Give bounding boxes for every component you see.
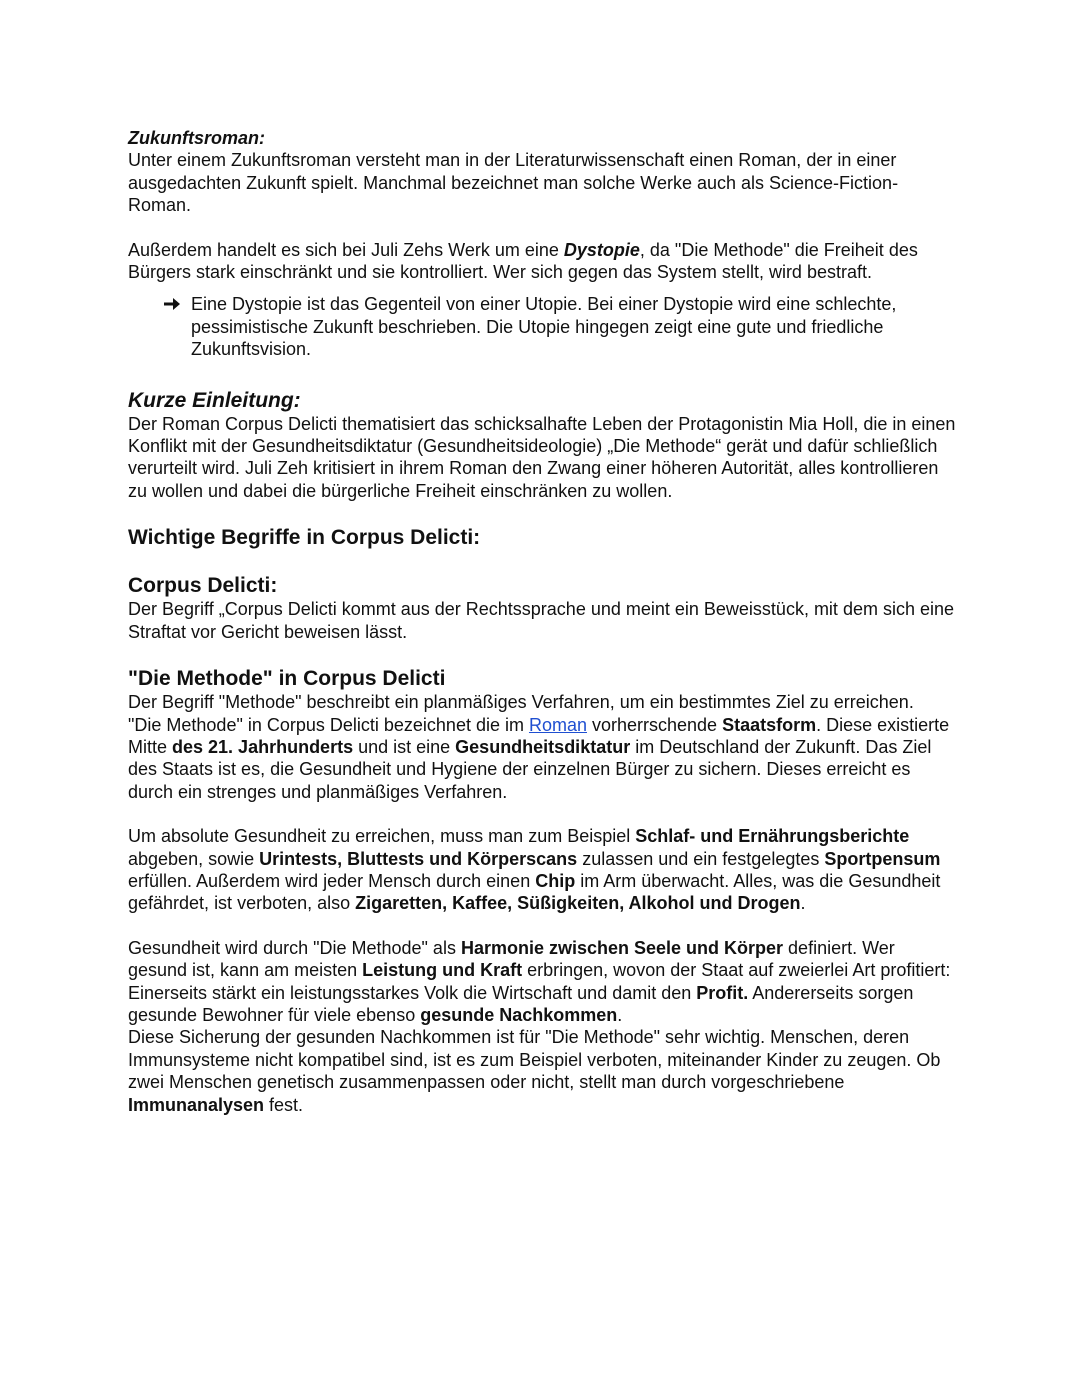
text-span: Gesundheit wird durch "Die Methode" als [128, 937, 461, 958]
text-span: . Das Ziel des Staats ist es, die Gesundheit und Hygiene der einzelnen Bürger zu sichern. Dieses erreicht es durch ein strenges und planmäßiges Verfahren. [128, 736, 932, 802]
paragraph-gesundheit-2 [128, 937, 958, 1027]
paragraph-methode-2 [128, 714, 958, 804]
bold-term: Urintests, Bluttests und Körperscans [259, 848, 578, 869]
bold-term: Staatsform [722, 714, 817, 735]
paragraph-gesundheit-1 [128, 825, 958, 915]
text-span: vorherrschende [587, 714, 723, 735]
text-span: Außerdem handelt es sich bei Juli Zehs Werk um eine [128, 239, 564, 260]
text-span: . [800, 893, 806, 914]
text-span: fest. [264, 1094, 304, 1115]
paragraph-zukunftsroman: Unter einem Zukunftsroman versteht man in der Literaturwissenschaft einen Roman, der in einer ausgedachten Zukunft spielt. Manchmal bezeichnet man solche Werke auch als Science-Fiction-Roman. [128, 150, 899, 216]
bold-term: Zigaretten, Kaffee, Süßigkeiten, Alkohol und Drogen [355, 893, 801, 914]
text-span: "Die Methode" in Corpus Delicti bezeichnet die im [128, 714, 529, 735]
bold-term: Immunanalysen [128, 1094, 265, 1115]
text-span: zulassen und ein festgelegtes [577, 848, 825, 869]
text-span: im Arm überwacht. Alles, was die Gesundheit gefährdet, ist verboten, also [128, 870, 941, 914]
bold-term: Gesundheitsdiktatur [455, 736, 631, 757]
roman-link[interactable]: Roman [528, 714, 587, 735]
heading-wichtige-begriffe: Wichtige Begriffe in Corpus Delicti: [128, 526, 481, 550]
text-span: und ist eine [353, 736, 456, 757]
bold-term: gesunde Nachkommen [420, 1004, 618, 1025]
bold-term: Leistung und Kraft [362, 960, 523, 981]
bold-term: Profit. [696, 982, 749, 1003]
paragraph-corpus-delicti: Der Begriff „Corpus Delicti kommt aus der Rechtssprache und meint ein Beweisstück, mit dem sich eine Straftat vor Gericht beweisen lässt. [128, 599, 954, 642]
arrow-right-icon [162, 294, 182, 314]
paragraph-methode-1: Der Begriff "Methode" beschreibt ein planmäßiges Verfahren, um ein bestimmtes Ziel zu erreichen. [128, 692, 914, 713]
paragraph-einleitung: Der Roman Corpus Delicti thematisiert das schicksalhafte Leben der Protagonistin Mia Holl, die in einen Konflikt mit der Gesundheitsdiktatur (Gesundheitsideologie) „Die Methode“ gerät und dafür schließlich verurteilt wird. Juli Zeh kritisiert in ihrem Roman den Zwang einer höheren Autorität, alles kontrollieren zu wollen und dabei die bürgerliche Freiheit einschränken zu wollen. [128, 413, 956, 501]
heading-corpus-delicti: Corpus Delicti: [128, 574, 278, 598]
text-span: erbringen, wovon der Staat auf zweierlei Art profitiert: Einerseits stärkt ein leistungsstarkes Volk die Wirtschaft und damit den [128, 960, 951, 1003]
text-span: im Deutschland der Zukunft [630, 736, 856, 757]
bold-term: Schlaf- und Ernährungsberichte [635, 826, 910, 847]
text-span: erfüllen. Außerdem wird jeder Mensch durch einen [128, 870, 536, 891]
text-span: . Diese existierte Mitte [128, 714, 950, 757]
term-dystopie: Dystopie [563, 239, 640, 260]
bold-term: des 21. Jahrhunderts [172, 736, 354, 757]
text-span: . [617, 1004, 623, 1025]
bullet-item [191, 293, 958, 360]
heading-die-methode: "Die Methode" in Corpus Delicti [128, 667, 446, 691]
text-span: , da "Die Methode" die Freiheit des Bürgers stark einschränkt und sie kontrolliert. Wer sich gegen das System stellt, wird bestraft. [128, 239, 918, 283]
document-page [128, 127, 958, 1116]
heading-zukunftsroman: Zukunftsroman: [128, 128, 265, 148]
text-span: Andererseits sorgen gesunde Bewohner für viele ebenso [128, 982, 914, 1025]
heading-kurze-einleitung: Kurze Einleitung: [128, 388, 301, 412]
bold-term: Chip [535, 870, 576, 891]
bullet-text: Eine Dystopie ist das Gegenteil von einer Utopie. Bei einer Dystopie wird eine schlechte, pessimistische Zukunft beschrieben. Die Utopie hingegen zeigt eine gute und friedliche Zukunftsvision. [191, 294, 897, 360]
text-span: definiert. Wer gesund ist, kann am meisten [128, 937, 895, 981]
text-span: Um absolute Gesundheit zu erreichen, muss man zum Beispiel [128, 826, 636, 847]
text-span: Diese Sicherung der gesunden Nachkommen ist für "Die Methode" sehr wichtig. Menschen, deren Immunsysteme nicht kompatibel sind, ist es zum Beispiel verboten, miteinander Kinder zu zeugen. Ob zwei Menschen genetisch zusammenpassen oder nicht, stellt man durch vorgeschriebene [128, 1027, 941, 1093]
paragraph-gesundheit-3 [128, 1026, 958, 1116]
paragraph-dystopie [128, 239, 958, 284]
text-span: abgeben, sowie [128, 848, 260, 869]
bold-term: Sportpensum [824, 848, 941, 869]
bold-term: Harmonie zwischen Seele und Körper [460, 937, 784, 958]
